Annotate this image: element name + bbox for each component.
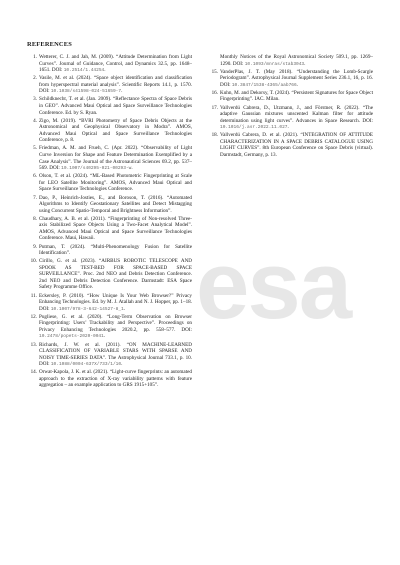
- reference-tail: .: [131, 165, 133, 172]
- reference-tail: .: [287, 124, 289, 131]
- reference-tail: .: [104, 67, 106, 74]
- reference-item: [27, 96, 192, 117]
- doi-label: DOI:: [39, 305, 51, 312]
- reference-number: 14.: [30, 369, 37, 376]
- reference-number: 5.: [33, 145, 37, 152]
- reference-text: Pugliese, G. et al. (2020). “Long-Term Observation on Browser Fingerprinting: Users’ Trackability and Perspective”. Proceedings on Privacy Enhancing Technologies 2020.2, pp. 558–577.: [39, 313, 192, 333]
- reference-text: Orwat-Kapola, J. K. et al. (2021). “Light-curve fingerprints: an automated approach to the extraction of X-ray variability patterns with feature aggregation – an example application to GRS 1915+105”.: [39, 369, 192, 389]
- reference-item: [208, 132, 373, 159]
- reference-tail: .: [123, 305, 126, 312]
- doi-link[interactable]: 10.1016/j.asr.2022.11.027: [220, 125, 288, 131]
- reference-item: [27, 75, 192, 96]
- reference-number: 18.: [211, 132, 218, 139]
- reference-number: 8.: [33, 215, 37, 222]
- reference-number: 16.: [211, 89, 218, 96]
- doi-label: DOI:: [232, 60, 245, 67]
- reference-text: VanderPlas, J. T. (May 2018). “Understanding the Lomb-Scargle Periodogram”. Astrophysical Journal Supplement Series 236.1, 16, p. 16.: [220, 68, 373, 82]
- reference-number: 1.: [33, 54, 37, 60]
- reference-text: Vasile, M. et al. (2024). “Space object identification and classification from hyperspectral material analysis”. Scientific Reports 14.1, p. 1570.: [39, 75, 192, 88]
- doi-link[interactable]: 10.1007/978-3-642-14527-8_1: [50, 306, 124, 312]
- doi-link[interactable]: 10.1093/mnras/stab3043: [244, 61, 305, 67]
- reference-item: [208, 69, 373, 90]
- reference-text: Putman, T. (2024). “Multi-Phenomenology Fusion for Satellite Identification”.: [39, 243, 192, 257]
- reference-tail: .: [304, 60, 306, 67]
- reference-item: [27, 342, 192, 369]
- reference-text: Kuhn, M. and Dekorsy, T. (2024). “Persistent Signatures for Space Object Fingerprinting”. IAC. Milan.: [220, 89, 373, 103]
- doi-label: DOI:: [181, 326, 192, 333]
- reference-text: Zigo, M. (2019). “BVRI Photometry of Space Debris Objects at the Astronomical and Geophysical Observatory in Modra”. AMOS, Advanced Maui Optical and Space Surveillance Technologies Conference, p. 8.: [39, 117, 192, 144]
- reference-item: [27, 244, 192, 258]
- reference-item: [27, 145, 192, 172]
- reference-number: 4.: [33, 117, 37, 124]
- doi-label: DOI:: [39, 361, 51, 368]
- doi-label: DOI:: [49, 165, 62, 172]
- reference-item: [27, 258, 192, 292]
- doi-link[interactable]: 10.1007/s40295-021-00293-w: [61, 166, 132, 172]
- reference-tail: .: [296, 81, 298, 88]
- reference-text: Richards, J. W. et al. (2011). “ON MACHINE-LEARNED CLASSIFICATION OF VARIABLE STARS WITH SPARSE AND NOISY TIME-SERIES DATA”. The Astrophysical Journal 733.1, p. 10.: [39, 341, 192, 361]
- reference-item: [27, 173, 192, 194]
- reference-text: Friedman, A. M. and Frueh, C. (Apr. 2022). “Observability of Light Curve Inversion for Shape and Feature Determination Exemplified by a Case Analysis”. The Journal of the Astronautical Sciences 69.2, pp. 537–569.: [39, 145, 192, 172]
- reference-list-left: [27, 54, 192, 390]
- doi-link[interactable]: 10.3847/1538-4365/aab766: [231, 82, 297, 88]
- reference-number: 6.: [33, 173, 37, 180]
- doi-label: DOI:: [39, 88, 51, 95]
- references-left-column: [27, 54, 192, 391]
- esa-watermark: esa: [196, 232, 351, 339]
- doi-link[interactable]: 10.1038/s41598-024-51659-7: [50, 89, 122, 95]
- doi-link[interactable]: 10.2514/1.44254: [63, 68, 105, 74]
- references-heading: REFERENCES: [27, 41, 72, 48]
- doi-link[interactable]: 10.2478/popets-2020-0041: [39, 334, 104, 340]
- reference-text: Dao, P., Heinrich-Josties, E., and Boroson, T. (2016). “Automated Algorithms to Identify Geostationary Satellites and Detect Mistagging using Concurrent Spatio-Temporal and Brightness Information”.: [39, 194, 192, 214]
- reference-number: 9.: [33, 243, 37, 250]
- references-right-column: [208, 54, 373, 160]
- reference-item: [27, 54, 192, 75]
- reference-number: 11.: [30, 292, 37, 299]
- reference-continuation: [208, 54, 373, 68]
- reference-item: [27, 293, 192, 314]
- reference-number: 3.: [33, 96, 37, 103]
- doi-link[interactable]: 10.1088/0004-637X/733/1/10: [50, 362, 122, 368]
- reference-number: 2.: [33, 75, 37, 82]
- reference-text: Cirillo, G. et al. (2023). “AIRBUS ROBOTIC TELESCOPE AND SPOOK AS TEST-BED FOR SPACE-BASED SPACE SURVEILLANCE”. Proc. 2nd NEO and Debris Detection Conference. 2nd NEO and Debris Detection Conference. Darmstadt: ESA Space Safety Programme Office.: [39, 258, 192, 291]
- doi-label: DOI:: [220, 81, 232, 88]
- reference-item: [27, 118, 192, 145]
- reference-text: Vallverdú Cabrera, D., Utzmann, J., and Förstner, R. (2022). “The adaptive Gaussian mixtures unscented Kalman filter for attitude determination using light curves”. Advances in Space Research.: [220, 104, 373, 124]
- reference-item: [208, 90, 373, 104]
- reference-number: 10.: [30, 258, 37, 265]
- reference-text: Wetterer, C. J. and Jah, M. (2009). “Attitude Determination from Light Curves”. Journal of Guidance, Control, and Dynamics 32.5, pp. 1648–1651.: [39, 54, 192, 74]
- reference-number: 7.: [33, 194, 37, 201]
- reference-text: Olson, T. et al. (2024). “ML-Based Photometric Fingerprinting at Scale for LEO Satellite Monitoring”. AMOS, Advanced Maui Optical and Space Surveillance Technologies Conference.: [39, 173, 192, 193]
- doi-label: DOI:: [362, 117, 373, 124]
- reference-item: [27, 314, 192, 341]
- doi-label: DOI:: [51, 67, 64, 74]
- reference-text: Monthly Notices of the Royal Astronomical Society 509.1, pp. 1269–1290.: [220, 54, 373, 67]
- reference-text: Vallverdú Cabrera, D. et al. (2021). “INTEGRATION OF ATTITUDE CHARACTERIZATION IN A SPACE DEBRIS CATALOGUE USING LIGHT CURVES”. 8th European Conference on Space Debris (virtual). Darmstadt, Germany, p. 13.: [220, 132, 373, 159]
- reference-item: [208, 105, 373, 132]
- reference-list-right: [208, 54, 373, 160]
- reference-text: Eckersley, P. (2010). “How Unique Is Your Web Browser?” Privacy Enhancing Technologies. Ed. by M. J. Atallah and N. J. Hopper, pp. 1–18.: [39, 292, 192, 306]
- reference-item: [27, 195, 192, 216]
- reference-number: 15.: [211, 68, 218, 75]
- reference-number: 13.: [30, 341, 37, 348]
- reference-tail: .: [103, 333, 106, 340]
- reference-number: 17.: [211, 104, 218, 111]
- reference-number: 12.: [30, 313, 37, 320]
- reference-text: Schildknecht, T. et al. (Jan. 2009). “Reflectance Spectra of Space Debris in GEO”. Advanced Maui Optical and Space Surveillance Technologies Conference. Ed. by S. Ryan.: [39, 96, 192, 116]
- reference-item: [27, 216, 192, 243]
- reference-text: Chaudhary, A. B. et al. (2011). “Fingerprinting of Non-resolved Three-axis Stabilized Space Objects Using a Two-Facet Analytical Model”. AMOS, Advanced Maui Optical and Space Surveillance Technologies Conference. Maui, Hawaii.: [39, 215, 192, 242]
- reference-tail: .: [121, 88, 123, 95]
- reference-item: [27, 369, 192, 390]
- reference-tail: .: [121, 361, 123, 368]
